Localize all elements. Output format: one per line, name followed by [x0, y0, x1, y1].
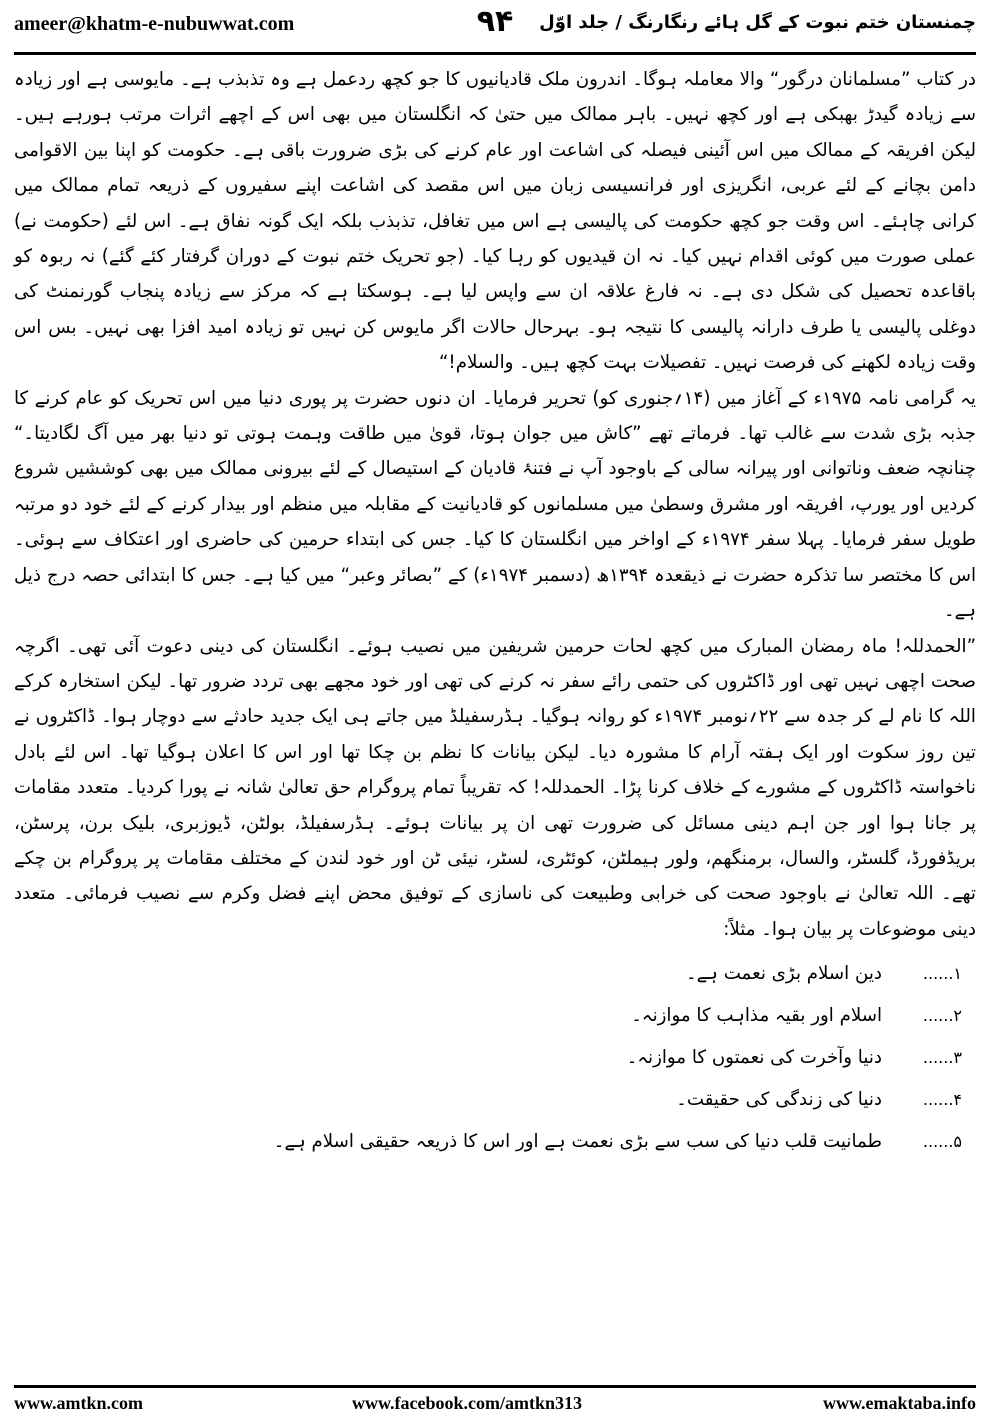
list-item: [14, 1121, 976, 1163]
paragraph-letter-end: در کتاب ”مسلمانان درگور“ والا معاملہ ہوگا۔ اندرون ملک قادیانیوں کا جو کچھ ردعمل ہے وہ تذبذب ہے۔ مایوسی ہے اور زیادہ سے زیادہ گیدڑ بھبکی ہے اور کچھ نہیں۔ باہر ممالک میں حتیٰ کہ انگلستان میں بھی اس کے اچھے اثرات مرتب ہورہے ہیں۔ لیکن افریقہ کے ممالک میں اس آئینی فیصلہ کی اشاعت اور عام کرنے کی بڑی ضرورت باقی ہے۔ حکومت کو اپنا بین الاقوامی دامن بچانے کے لئے عربی، انگریزی اور فرانسیسی زبان میں اس مقصد کی اشاعت اپنے سفیروں کے ذریعہ تمام ممالک میں کرانی چاہئے۔ اس وقت جو کچھ حکومت کی پالیسی ہے اس میں تغافل، تذبذب بلکہ ایک گونہ نفاق ہے۔ اس لئے (حکومت نے) عملی صورت میں کوئی اقدام نہیں کیا۔ نہ ان قیدیوں کو رہا کیا۔ (جو تحریک ختم نبوت کے دوران گرفتار کئے گئے) نہ ربوہ کو باقاعدہ تحصیل کی شکل دی ہے۔ نہ فارغ علاقہ ان سے واپس لیا ہے۔ ہوسکتا ہے کہ مرکز سے زیادہ پنجاب گورنمنٹ کی دوغلی پالیسی یا طرف دارانہ پالیسی کا نتیجہ ہو۔ بہرحال حالات اگر مایوس کن نہیں تو زیادہ امید افزا بھی نہیں۔ بس اس وقت زیادہ لکھنے کی فرصت نہیں۔ تفصیلات بہت کچھ ہیں۔ والسلام!“: [14, 69, 976, 374]
list-item-text: دین اسلام بڑی نعمت ہے۔: [685, 963, 882, 985]
header-email: ameer@khatm-e-nubuwwat.com: [14, 13, 295, 35]
list-item-number: ۴......: [922, 1090, 962, 1110]
list-item: [14, 1037, 976, 1079]
list-item: [14, 953, 976, 995]
list-item-number: ۳......: [922, 1048, 962, 1068]
paragraph-quote: ”الحمدللہ! ماہ رمضان المبارک میں کچھ لحات حرمین شریفین میں نصیب ہوئے۔ انگلستان کی دینی دعوت آئی تھی۔ اگرچہ صحت اچھی نہیں تھی اور ڈاکٹروں کی حتمی رائے سفر نہ کرنے کی تھی اور خود مجھے بھی تردد ضرور تھا۔ لیکن استخارہ کرکے اللہ کا نام لے کر جدہ سے ۲۲؍نومبر ۱۹۷۴ء کو روانہ ہوگیا۔ ہڈرسفیلڈ میں جاتے ہی ایک جدید حادثے سے دوچار ہوا۔ ڈاکٹروں نے تین روز سکوت اور ایک ہفتہ آرام کا مشورہ دیا۔ لیکن بیانات کا نظم بن چکا تھا اور اس کا اعلان ہوگیا تھا۔ اس لئے بادل ناخواستہ ڈاکٹروں کے مشورے کے خلاف کرنا پڑا۔ الحمدللہ! کہ تقریباً تمام پروگرام حق تعالیٰ شانہ نے پورا کردیا۔ متعدد مقامات پر جانا ہوا اور جن اہم دینی مسائل کی ضرورت تھی ان پر بیانات ہوئے۔ ہڈرسفیلڈ، بولٹن، ڈیوزبری، بلیک برن، پرسٹن، بریڈفورڈ، گلسٹر، والسال، برمنگھم، ولور ہیملٹن، کوئٹری، لسٹر، نیئی ٹن اور خود لندن کے مختلف مقامات پر پروگرام بن چکے تھے۔ اللہ تعالیٰ نے باوجود صحت کی خرابی وطبیعت کی ناسازی کے توفیق محض اپنے فضل وکرم سے نصیب فرمائی۔ متعدد دینی موضوعات پر بیان ہوا۔ مثلاً:: [14, 635, 976, 940]
footer-divider: [14, 1385, 976, 1388]
list-item: [14, 995, 976, 1037]
list-item-number: ۱......: [922, 964, 962, 984]
footer-link-emaktaba[interactable]: www.emaktaba.info: [822, 1393, 976, 1413]
list-item-text: اسلام اور بقیہ مذاہب کا موازنہ۔: [631, 1005, 882, 1027]
list-item-text: دنیا وآخرت کی نعمتوں کا موازنہ۔: [626, 1047, 882, 1069]
header-divider: [14, 52, 976, 55]
list-item-number: ۵......: [922, 1132, 962, 1152]
list-item: [14, 1079, 976, 1121]
book-title: چمنستان ختم نبوت کے گل ہائے رنگارنگ / جلد اوّل: [539, 12, 976, 33]
topics-list: [14, 953, 976, 1163]
footer-link-facebook[interactable]: www.facebook.com/amtkn313: [352, 1393, 582, 1413]
paragraph-narrative: یہ گرامی نامہ ۱۹۷۵ء کے آغاز میں (۱۴؍جنوری کو) تحریر فرمایا۔ ان دنوں حضرت پر پوری دنیا میں اس تحریک کو عام کرنے کا جذبہ بڑی شدت سے غالب تھا۔ فرماتے تھے ”کاش میں جوان ہوتا، قویٰ میں طاقت وہمت ہوتی تو دنیا بھر میں آگ لگادیتا۔“ چنانچہ ضعف وناتوانی اور پیرانہ سالی کے باوجود آپ نے فتنۂ قادیان کے استیصال کے لئے بیرونی ممالک میں بھی کوششیں شروع کردیں اور یورپ، افریقہ اور مشرق وسطیٰ میں مسلمانوں کو قادیانیت کے مقابلہ میں منظم اور بیدار کرنے کے لئے خود دو مرتبہ طویل سفر فرمایا۔ پہلا سفر ۱۹۷۴ء کے اواخر میں انگلستان کا کیا۔ جس کی ابتداء حرمین کی حاضری اور اعتکاف سے ہوئی۔ اس کا مختصر سا تذکرہ حضرت نے ذیقعدہ ۱۳۹۴ھ (دسمبر ۱۹۷۴ء) کے ”بصائر وعبر“ میں کیا ہے۔ جس کا ابتدائی حصہ درج ذیل ہے۔: [14, 387, 977, 622]
page-footer: [0, 1391, 990, 1420]
page-body: [14, 62, 976, 1163]
page-header: [0, 0, 990, 56]
footer-link-amtkn[interactable]: www.amtkn.com: [14, 1393, 143, 1413]
list-item-number: ۲......: [922, 1006, 962, 1026]
list-item-text: طمانیت قلب دنیا کی سب سے بڑی نعمت ہے اور اس کا ذریعہ حقیقی اسلام ہے۔: [273, 1131, 882, 1153]
list-item-text: دنیا کی زندگی کی حقیقت۔: [676, 1089, 882, 1111]
page-number: ۹۴: [476, 4, 514, 39]
